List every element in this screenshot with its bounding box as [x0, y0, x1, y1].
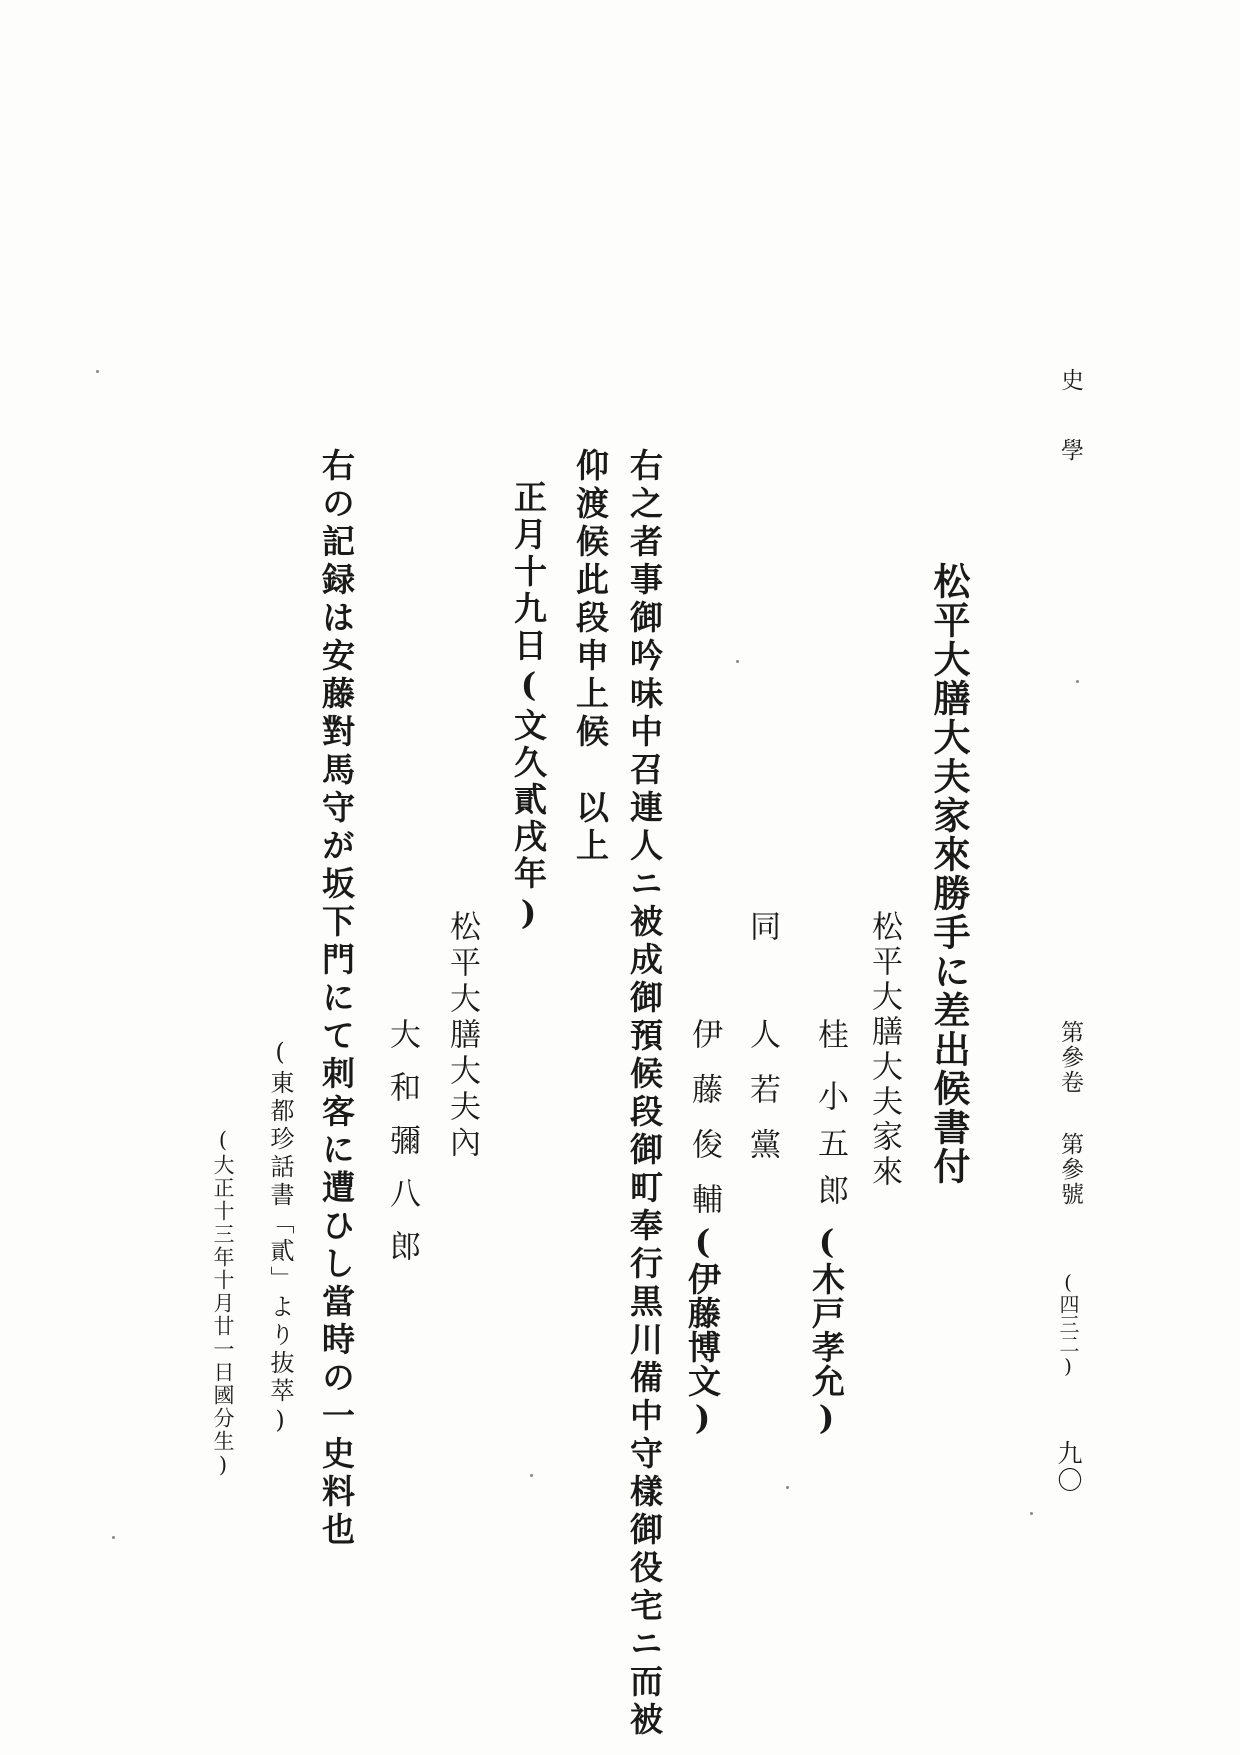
- document-title: 松平大膳大夫家來勝手に差出候書付: [927, 562, 971, 1186]
- same-label: 同: [744, 910, 780, 941]
- household-line: 松平大膳大夫家來: [866, 910, 902, 1190]
- person-1-surname: 桂: [812, 1018, 848, 1049]
- journal-name-part-1: 史: [1057, 368, 1083, 391]
- paper-speck: [1076, 680, 1079, 683]
- page-number: 九〇: [1054, 1440, 1083, 1494]
- person-1-given-name: 小五郎: [812, 1080, 848, 1221]
- paper-speck: [786, 1486, 789, 1489]
- paper-speck: [96, 370, 99, 373]
- retainer-label: 人若黨: [744, 1018, 780, 1183]
- person-1-note: (木戸孝允): [807, 1222, 846, 1438]
- volume-label: 第參卷: [1057, 1020, 1083, 1095]
- person-2-note: (伊藤博文): [683, 1222, 722, 1438]
- commentary-note: 右の記録は安藤對馬守が坂下門にて刺客に遭ひし當時の一史料也: [317, 448, 356, 1550]
- signer-household: 松平大膳大夫內: [444, 910, 480, 1162]
- journal-name-part-2: 學: [1057, 438, 1083, 461]
- paper-speck: [530, 1474, 533, 1477]
- date-line: 正月十九日(文久貳戌年): [509, 480, 548, 936]
- commentary-source: (東都珍話書「貳」より抜萃): [266, 1038, 294, 1438]
- person-2-name: 伊藤俊輔: [686, 1018, 722, 1238]
- paper-speck: [1030, 1512, 1033, 1515]
- signer-name: 大和彌八郎: [384, 1018, 420, 1283]
- paper-speck: [112, 1536, 115, 1539]
- body-line-1: 右之者事御吟味中召連人ニ被成御預候段御町奉行黒川備中守樣御役宅ニ而被: [625, 448, 664, 1740]
- body-line-2: 仰渡候此段申上候 以上: [571, 448, 610, 866]
- commentary-dateline: (大正十三年十月廿一日國分生): [211, 1128, 235, 1479]
- running-number: (四三二): [1056, 1270, 1080, 1378]
- paper-speck: [736, 660, 739, 663]
- issue-label: 第參號: [1057, 1132, 1083, 1207]
